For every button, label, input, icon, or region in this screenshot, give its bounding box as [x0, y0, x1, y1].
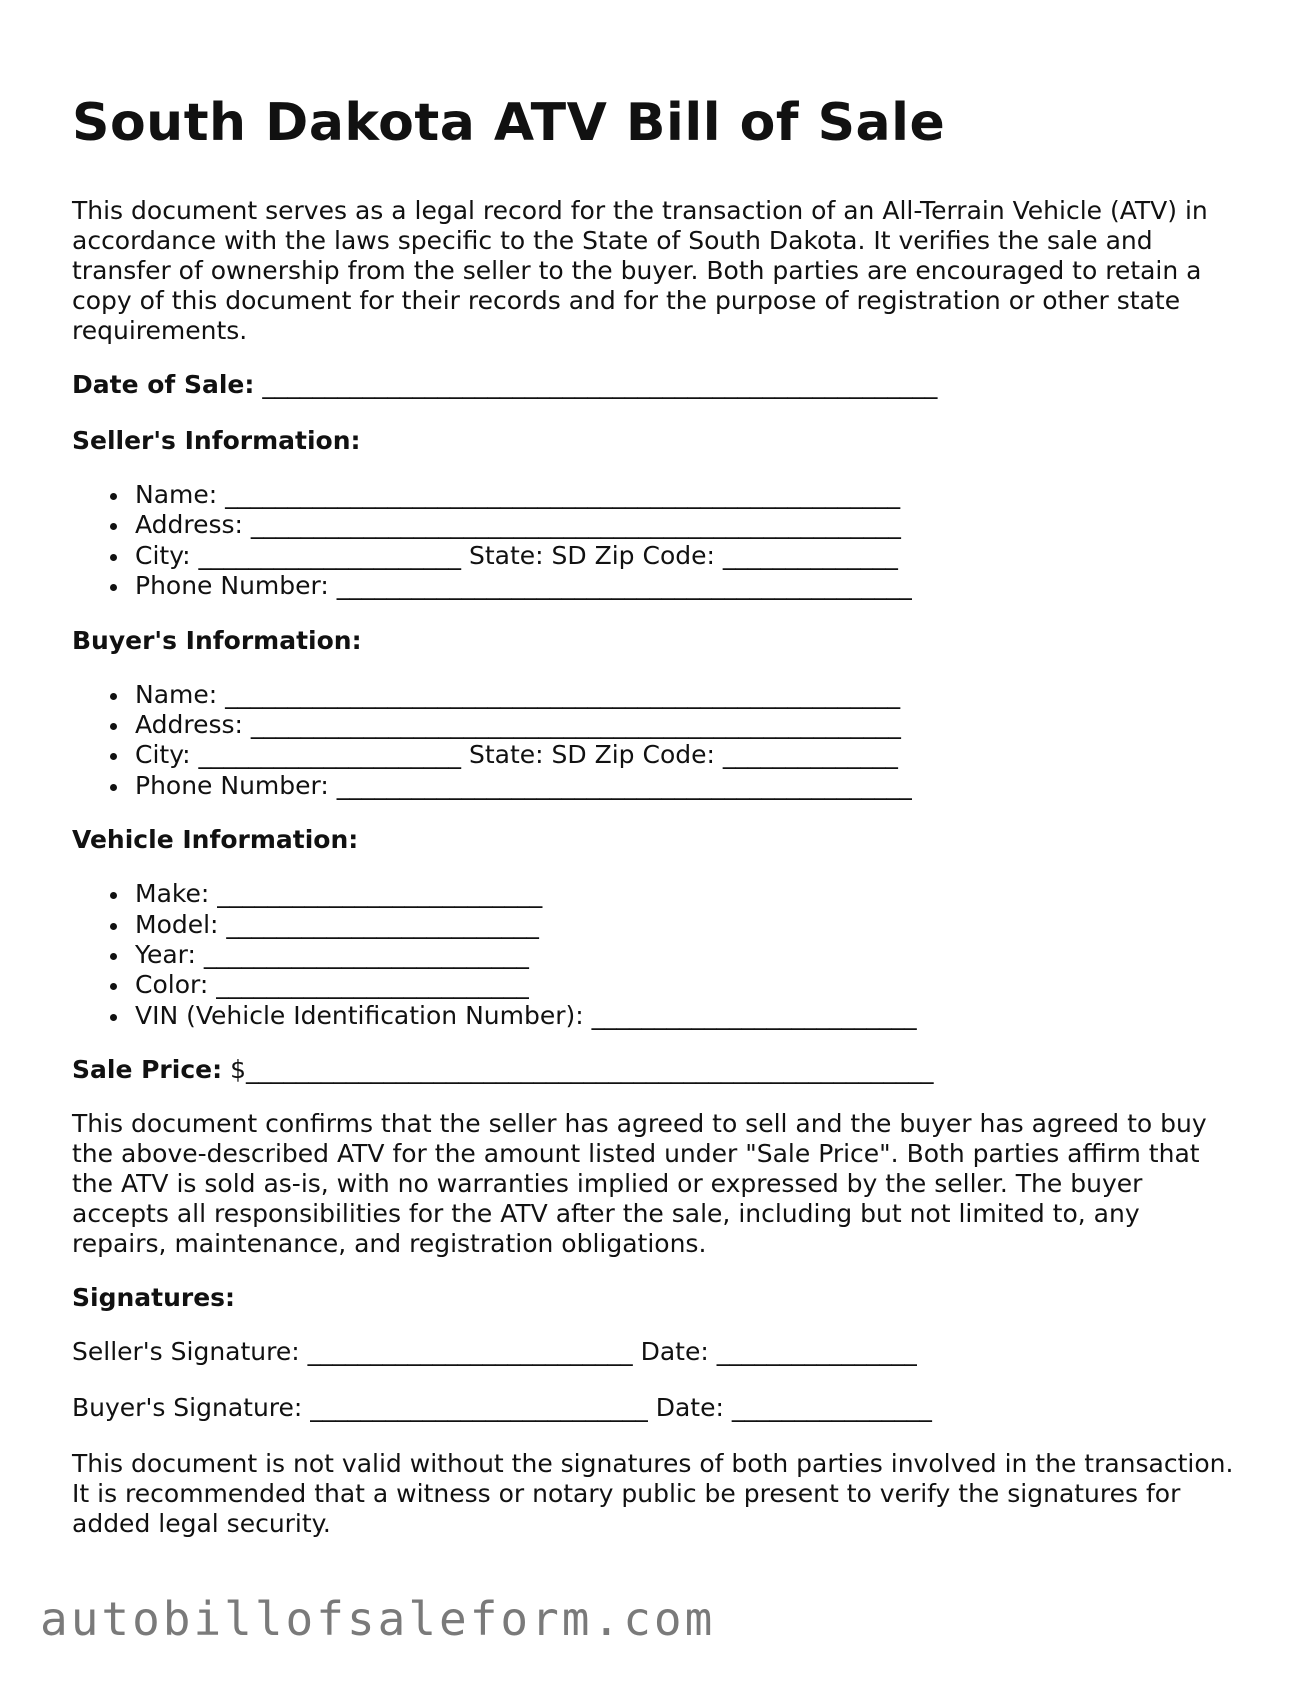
vehicle-year-field: Year: __________________________: [135, 940, 1242, 970]
seller-heading: Seller's Information:: [72, 426, 361, 455]
intro-paragraph: This document serves as a legal record for the transaction of an All-Terrain Vehicle (ATV) in accordance with the laws specific to the State of South Dakota. It verifies the sale and transfer of ownership from the seller to the buyer. Both parties are encouraged to retain a copy of this document for their records and for the purpose of registration or other state requirements.: [72, 196, 1208, 345]
vehicle-info-list: [72, 879, 1242, 1031]
sale-price-blank: $_______________________________________________________: [230, 1055, 934, 1085]
vehicle-heading: Vehicle Information:: [72, 825, 359, 855]
watermark-text: autobillofsaleform.com: [40, 1592, 716, 1646]
validity-note: This document is not valid without the signatures of both parties involved in the transaction. It is recommended that a witness or notary public be present to verify the signatures for added legal security.: [72, 1449, 1234, 1539]
confirmation-paragraph: This document confirms that the seller has agreed to sell and the buyer has agreed to buy the above-described ATV for the amount listed under "Sale Price". Both parties affirm that the ATV is sold as-is, with no warranties implied or expressed by the seller. The buyer accepts all responsibilities for the ATV after the sale, including but not limited to, any repairs, maintenance, and registration obligations.: [72, 1109, 1207, 1259]
seller-address-field: Address: ____________________________________________________: [135, 510, 1242, 540]
sale-price-label: Sale Price:: [72, 1055, 223, 1085]
vehicle-color-field: Color: _________________________: [135, 970, 1242, 1000]
date-of-sale-blank: ______________________________________________________: [262, 370, 938, 399]
seller-phone-field: Phone Number: ______________________________________________: [135, 571, 1242, 601]
buyer-address-field: Address: ____________________________________________________: [135, 710, 1242, 740]
vehicle-make-field: Make: __________________________: [135, 879, 1242, 909]
document-page: [72, 88, 1242, 1539]
date-of-sale-label: Date of Sale:: [72, 370, 255, 399]
seller-info-list: [72, 480, 1242, 602]
seller-name-field: Name: ______________________________________________________: [135, 480, 1242, 510]
buyer-heading: Buyer's Information:: [72, 625, 362, 655]
sale-price-field: [72, 1055, 1242, 1085]
signatures-heading: Signatures:: [72, 1283, 236, 1313]
seller-signature-line: Seller's Signature: __________________________ Date: ________________: [72, 1337, 917, 1367]
buyer-city-field: City: _____________________ State: SD Zip Code: ______________: [135, 740, 1242, 770]
buyer-info-list: [72, 680, 1242, 802]
seller-city-field: City: _____________________ State: SD Zip Code: ______________: [135, 541, 1242, 571]
buyer-signature-line: Buyer's Signature: ___________________________ Date: ________________: [72, 1393, 932, 1423]
buyer-name-field: Name: ______________________________________________________: [135, 680, 1242, 710]
date-of-sale-field: [72, 370, 1242, 400]
buyer-phone-field: Phone Number: ______________________________________________: [135, 771, 1242, 801]
vehicle-vin-field: VIN (Vehicle Identification Number): __________________________: [135, 1001, 1242, 1031]
document-title: South Dakota ATV Bill of Sale: [72, 93, 946, 153]
vehicle-model-field: Model: _________________________: [135, 910, 1242, 940]
